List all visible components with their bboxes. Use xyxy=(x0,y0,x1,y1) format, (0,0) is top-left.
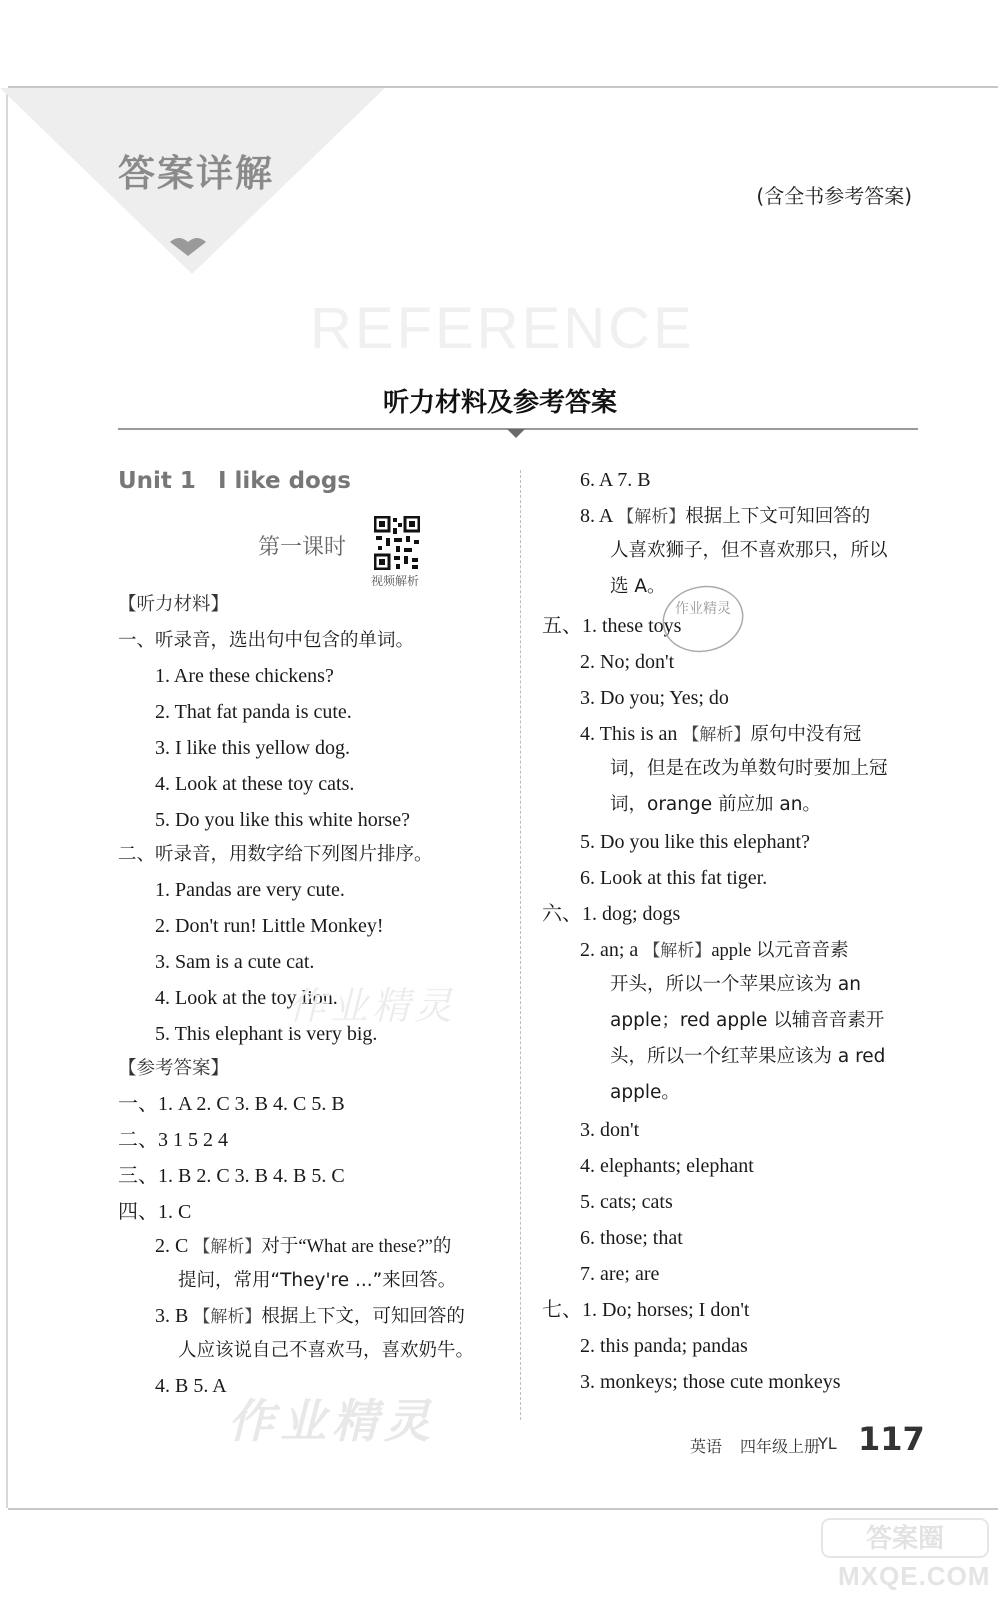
analysis-tag: 【解析】 xyxy=(193,1307,262,1326)
answer-label: 8. A xyxy=(580,505,613,527)
analysis-text: 原句中没有冠 xyxy=(750,725,862,745)
page-number: 117 xyxy=(858,1420,925,1458)
column-divider xyxy=(520,470,521,1420)
site-logo-icon xyxy=(820,1515,990,1561)
footer-grade: 四年级上册 xyxy=(740,1437,821,1456)
list-item: 4. Look at the toy lion. xyxy=(155,987,338,1009)
answer-line: 5. cats; cats xyxy=(580,1191,673,1213)
answer-line: 4. elephants; elephant xyxy=(580,1155,754,1177)
analysis-tag: 【解析】 xyxy=(617,507,686,526)
analysis-text: 对于“What are these?”的 xyxy=(261,1237,452,1257)
answer-line: 3. Do you; Yes; do xyxy=(580,687,729,709)
analysis-text: 开头，所以一个苹果应该为 an xyxy=(610,974,861,995)
stamp-text: 作业精灵 xyxy=(675,601,731,617)
analysis-text: 根据上下文，可知回答的 xyxy=(261,1307,465,1327)
answer-line: 4. B 5. A xyxy=(155,1375,227,1397)
footer-subject: 英语 xyxy=(690,1437,723,1456)
answer-line: 5. Do you like this elephant? xyxy=(580,831,810,853)
analysis-text: 头，所以一个红苹果应该为 a red xyxy=(610,1046,886,1067)
site-watermark: MXQE.COM xyxy=(838,1561,991,1591)
list-item: 1. Are these chickens? xyxy=(155,665,334,687)
caret-down-icon xyxy=(507,429,525,439)
analysis-text: 词，orange 前应加 an。 xyxy=(610,794,821,815)
answer-line: 2. No; don't xyxy=(580,651,675,673)
list-item: 2. Don't run! Little Monkey! xyxy=(155,915,384,937)
list-item: 3. I like this yellow dog. xyxy=(155,737,350,759)
answer-line: 6. A 7. B xyxy=(580,469,651,491)
part2-heading: 二、听录音，用数字给下列图片排序。 xyxy=(118,844,433,865)
answer-line: 七、1. Do; horses; I don't xyxy=(542,1299,750,1321)
analysis-text: 人喜欢狮子，但不喜欢那只，所以 xyxy=(610,540,888,561)
unit-number: Unit 1 xyxy=(118,468,196,494)
answer-line: 6. those; that xyxy=(580,1227,683,1249)
lesson-title: 第一课时 xyxy=(258,535,347,560)
qr-code-icon[interactable] xyxy=(374,516,420,570)
answer-line: 2. this panda; pandas xyxy=(580,1335,748,1357)
analysis-text: apple；red apple 以辅音音素开 xyxy=(610,1010,885,1031)
answer-line: 六、1. dog; dogs xyxy=(542,903,681,925)
bottom-watermark: 作业精灵 xyxy=(228,1394,436,1448)
analysis-text: 提问，常用“They're ...”来回答。 xyxy=(178,1270,457,1291)
analysis-text: apple 以元音音素 xyxy=(711,941,849,961)
answer-line: 五、1. these toys xyxy=(542,615,682,637)
answer-line: 6. Look at this fat tiger. xyxy=(580,867,768,889)
qr-caption: 视频解析 xyxy=(371,574,420,588)
answer-line xyxy=(580,724,861,745)
left-edge xyxy=(6,88,8,1508)
analysis-text: 人应该说自己不喜欢马，喜欢奶牛。 xyxy=(178,1340,475,1361)
stamp-seal-icon xyxy=(660,583,746,655)
answer-line: 3. monkeys; those cute monkeys xyxy=(580,1371,841,1393)
part1-heading: 一、听录音，选出句中包含的单词。 xyxy=(118,630,415,651)
unit-name: I like dogs xyxy=(217,468,351,494)
answer-line: 7. are; are xyxy=(580,1263,660,1285)
answer-label: 4. This is an xyxy=(580,723,678,745)
header-note: (含全书参考答案) xyxy=(756,184,912,208)
unit-title xyxy=(118,468,351,494)
answer-line xyxy=(580,506,870,527)
analysis-text: 根据上下文可知回答的 xyxy=(685,507,871,527)
site-logo-text: 答案圈 xyxy=(865,1524,945,1554)
analysis-text: 词，但是在改为单数句时要加上冠 xyxy=(610,758,888,779)
answer-label: 2. an; a xyxy=(580,939,639,961)
answer-line: 四、1. C xyxy=(118,1201,192,1223)
section-title: 听力材料及参考答案 xyxy=(382,388,617,418)
list-item: 4. Look at these toy cats. xyxy=(155,773,355,795)
list-item: 5. This elephant is very big. xyxy=(155,1023,378,1045)
bottom-rule xyxy=(8,1508,998,1510)
footer-edition: YL xyxy=(818,1434,837,1453)
answer-line: 一、1. A 2. C 3. B 4. C 5. B xyxy=(118,1093,345,1115)
analysis-tag: 【解析】 xyxy=(682,725,751,744)
analysis-text: 选 A。 xyxy=(610,576,666,597)
mid-watermark: 作业精灵 xyxy=(288,984,457,1028)
analysis-tag: 【解析】 xyxy=(643,941,712,960)
list-item: 1. Pandas are very cute. xyxy=(155,879,345,901)
answers-tag: 【参考答案】 xyxy=(118,1058,230,1079)
reference-watermark: REFERENCE xyxy=(310,296,695,361)
list-item: 3. Sam is a cute cat. xyxy=(155,951,315,973)
answer-line: 3. don't xyxy=(580,1119,640,1141)
answer-line: 三、1. B 2. C 3. B 4. B 5. C xyxy=(118,1165,345,1187)
answer-line: 二、3 1 5 2 4 xyxy=(118,1129,228,1151)
answer-line xyxy=(580,940,849,961)
answer-label: 2. C xyxy=(155,1235,189,1257)
answer-line xyxy=(155,1306,465,1327)
list-item: 5. Do you like this white horse? xyxy=(155,809,410,831)
analysis-text: apple。 xyxy=(610,1082,680,1103)
answer-label: 3. B xyxy=(155,1305,189,1327)
answer-line xyxy=(155,1236,451,1257)
analysis-tag: 【解析】 xyxy=(193,1237,262,1256)
header-title: 答案详解 xyxy=(118,152,274,195)
list-item: 2. That fat panda is cute. xyxy=(155,701,352,723)
listening-material-tag: 【听力材料】 xyxy=(118,594,230,615)
